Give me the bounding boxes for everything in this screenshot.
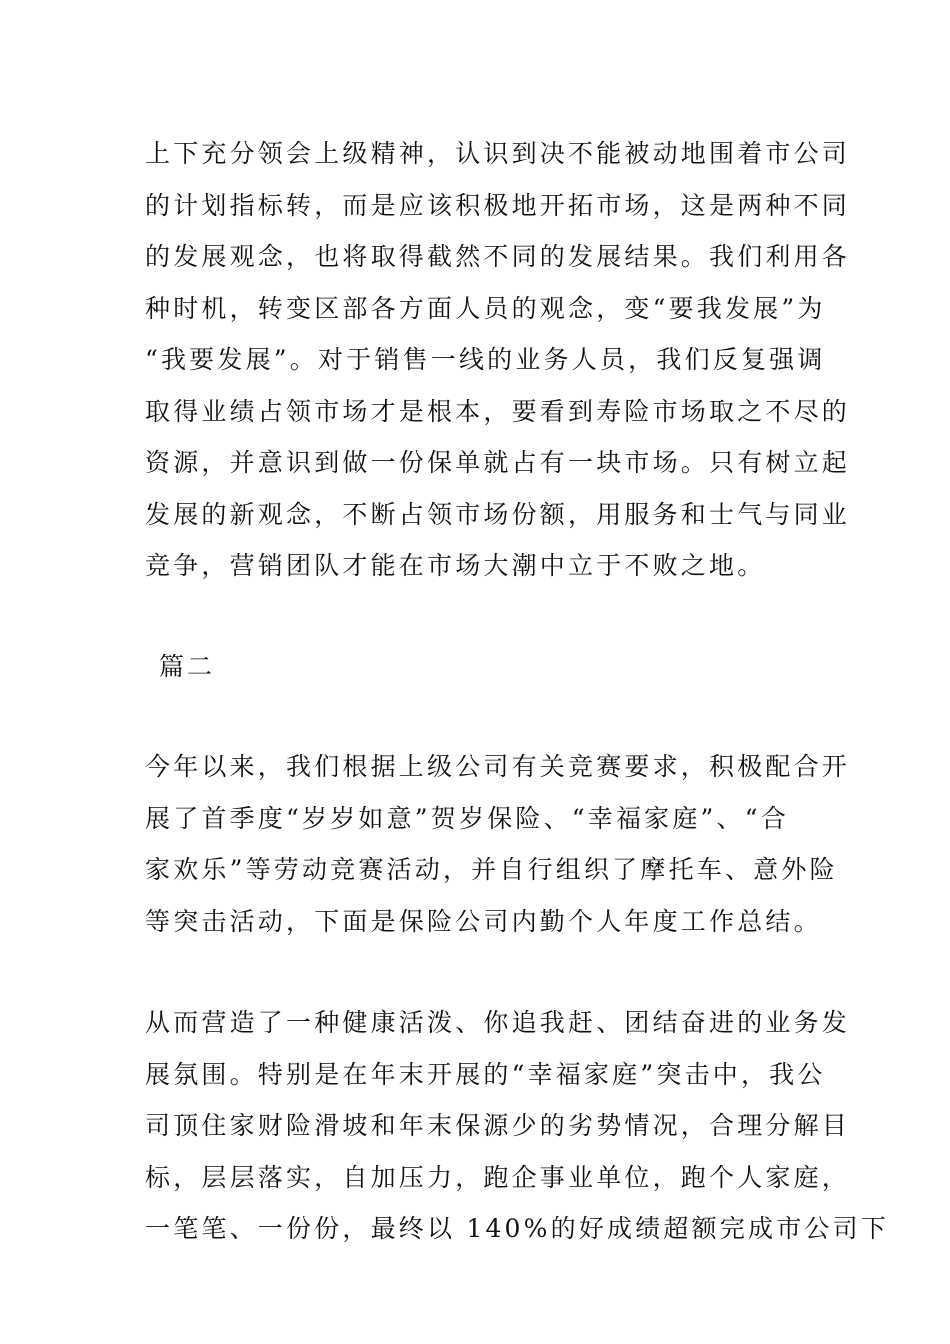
- section-title: 篇二: [159, 651, 216, 681]
- paragraph-1: [145, 128, 851, 592]
- text-line: 竞争，营销团队才能在市场大潮中立于不败之地。: [145, 551, 766, 580]
- text-line: 的发展观念，也将取得截然不同的发展结果。我们利用各: [145, 242, 851, 271]
- text-line: 一笔笔、一份份，最终以 140%的好成绩超额完成市公司下: [145, 1214, 890, 1243]
- text-line: 标，层层落实，自加压力，跑企事业单位，跑个人家庭，: [145, 1162, 851, 1192]
- text-line: 取得业绩占领市场才是根本，要看到寿险市场取之不尽的: [145, 396, 851, 426]
- text-line: 今年以来，我们根据上级公司有关竞赛要求，积极配合开: [145, 752, 851, 781]
- text-line: 发展的新观念，不断占领市场份额，用服务和士气与同业: [145, 499, 851, 529]
- document-body: [145, 128, 890, 1255]
- text-line: 的计划指标转，而是应该积极地开拓市场，这是两种不同: [145, 190, 851, 220]
- text-line: 资源，并意识到做一份保单就占有一块市场。只有树立起: [145, 448, 851, 477]
- spacer: [145, 592, 807, 641]
- text-line: 从而营造了一种健康活泼、你追我赶、团结奋进的业务发: [145, 1008, 851, 1037]
- text-line: 展了首季度“岁岁如意”贺岁保险、“幸福家庭”、“合: [145, 803, 789, 833]
- spacer: [145, 692, 807, 741]
- paragraph-3: [145, 997, 890, 1255]
- text-line: 等突击活动，下面是保险公司内勤个人年度工作总结。: [145, 906, 822, 936]
- text-line: 司顶住家财险滑坡和年末保源少的劣势情况，合理分解目: [145, 1111, 851, 1140]
- text-line: 种时机，转变区部各方面人员的观念，变“要我发展”为: [145, 293, 826, 323]
- spacer: [145, 947, 807, 997]
- text-line: “我要发展”。对于销售一线的业务人员，我们反复强调: [145, 345, 826, 374]
- text-line: 上下充分领会上级精神，认识到决不能被动地围着市公司: [145, 139, 851, 168]
- section-heading: [145, 641, 807, 693]
- text-line: 家欢乐”等劳动竞赛活动，并自行组织了摩托车、意外险: [145, 855, 838, 884]
- text-line: 展氛围。特别是在年末开展的“幸福家庭”突击中，我公: [145, 1059, 826, 1089]
- paragraph-2: [145, 741, 851, 947]
